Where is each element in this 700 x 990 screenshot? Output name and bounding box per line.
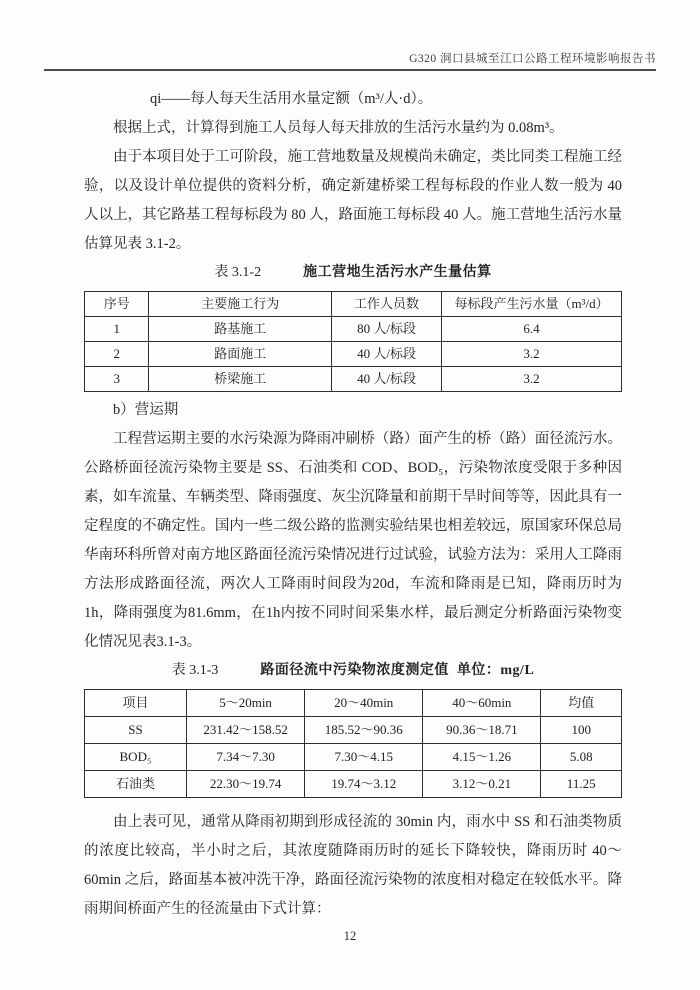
table1-cell: 40 人/标段 [332, 367, 442, 392]
table1-header-cell: 序号 [85, 292, 149, 317]
table1-cell: 80 人/标段 [332, 317, 442, 342]
table1-cell: 桥梁施工 [149, 367, 332, 392]
page-content [84, 85, 622, 924]
table-row [85, 317, 622, 342]
table1-caption [84, 262, 622, 284]
table2-cell: 石油类 [85, 771, 187, 798]
table2-header-cell: 均值 [541, 690, 622, 717]
table1-header-cell: 每标段产生污水量（m³/d） [442, 292, 622, 317]
table1-cell: 3 [85, 367, 149, 392]
table2-header-cell: 20～40min [305, 690, 423, 717]
table2-cell: 19.74～3.12 [305, 771, 423, 798]
table-row [85, 367, 622, 392]
table1-cell: 路面施工 [149, 342, 332, 367]
table2-cell: 231.42～158.52 [187, 717, 305, 744]
table-header-row [85, 690, 622, 717]
table1-cell: 6.4 [442, 317, 622, 342]
paragraph-sewage-calc: 根据上式，计算得到施工人员每人每天排放的生活污水量约为 0.08m³。 [113, 120, 564, 136]
table2-cell: SS [85, 717, 187, 744]
table-row [85, 771, 622, 798]
table2-cell: BOD₅ [85, 744, 187, 771]
formula-variable-definition: qi——每人每天生活用水量定额（m³/人·d）。 [150, 91, 433, 107]
table2-header-cell: 项目 [85, 690, 187, 717]
paragraph-camp-estimate: 由于本项目处于工可阶段，施工营地数量及规模尚未确定，类比同类工程施工经验，以及设计单位提供的资料分析，确定新建桥梁工程每标段的作业人数一般为 40 人以上，其它路基工程每标段为 80 人，路面施工每标段 40 人。施工营地生活污水量估算见表 3.1-2。 [84, 149, 622, 252]
table2-cell: 7.30～4.15 [305, 744, 423, 771]
table2-cell: 185.52～90.36 [305, 717, 423, 744]
page-header [44, 0, 656, 71]
table1-caption-label: 表 3.1-2 [214, 265, 262, 280]
table2-caption-unit: 单位：mg/L [456, 663, 535, 678]
table2-cell: 3.12～0.21 [423, 771, 541, 798]
table1-header-cell: 主要施工行为 [149, 292, 332, 317]
table1-cell: 3.2 [442, 342, 622, 367]
table2-cell: 5.08 [541, 744, 622, 771]
table1-cell: 2 [85, 342, 149, 367]
report-title: G320 洞口县城至江口公路工程环境影响报告书 [409, 53, 656, 65]
table-runoff-pollutant-concentration [84, 689, 622, 798]
table1-cell: 1 [85, 317, 149, 342]
table2-header-cell: 40～60min [423, 690, 541, 717]
table2-cell: 22.30～19.74 [187, 771, 305, 798]
table2-cell: 4.15～1.26 [423, 744, 541, 771]
table2-caption-label: 表 3.1-3 [171, 663, 219, 678]
page-number: 12 [343, 929, 357, 943]
table1-header-cell: 工作人员数 [332, 292, 442, 317]
table-row [85, 717, 622, 744]
table2-caption [84, 660, 622, 682]
table-row [85, 744, 622, 771]
paragraph-runoff-pollution: 工程营运期主要的水污染源为降雨冲刷桥（路）面产生的桥（路）面径流污水。公路桥面径流污染物主要是 SS、石油类和 COD、BOD₅，污染物浓度受限于多种因素，如车流量、车辆类型、降雨强度、灰尘沉降量和前期干旱时间等等，因此具有一定程度的不确定性。国内一些二级公路的监测实验结果也相差较远，原国家环保总局华南环科所曾对南方地区路面径流污染情况进行过试验，试验方法为：采用人工降雨方法形成路面径流，两次人工降雨时间段为20d，车流和降雨是已知，降雨历时为1h，降雨强度为81.6mm，在1h内按不同时间采集水样，最后测定分析路面污染物变化情况见表3.1-3。 [84, 431, 622, 650]
table-header-row [85, 292, 622, 317]
section-heading-operation-period: b）营运期 [113, 402, 179, 418]
table2-cell: 90.36～18.71 [423, 717, 541, 744]
table-camp-sewage-estimate [84, 291, 622, 392]
table2-header-cell: 5～20min [187, 690, 305, 717]
table1-cell: 3.2 [442, 367, 622, 392]
table2-caption-title: 路面径流中污染物浓度测定值 [260, 663, 449, 678]
table-row [85, 342, 622, 367]
table1-cell: 40 人/标段 [332, 342, 442, 367]
table1-caption-title: 施工营地生活污水产生量估算 [303, 265, 492, 280]
paragraph-conclusion: 由上表可见，通常从降雨初期到形成径流的 30min 内，雨水中 SS 和石油类物质的浓度比较高，半小时之后，其浓度随降雨历时的延长下降较快，降雨历时 40～60min 之后，路面基本被冲洗干净，路面径流污染物的浓度相对稳定在较低水平。降雨期间桥面产生的径流量由下式计算： [84, 814, 622, 917]
table2-cell: 100 [541, 717, 622, 744]
table2-cell: 11.25 [541, 771, 622, 798]
table2-cell: 7.34～7.30 [187, 744, 305, 771]
table1-cell: 路基施工 [149, 317, 332, 342]
